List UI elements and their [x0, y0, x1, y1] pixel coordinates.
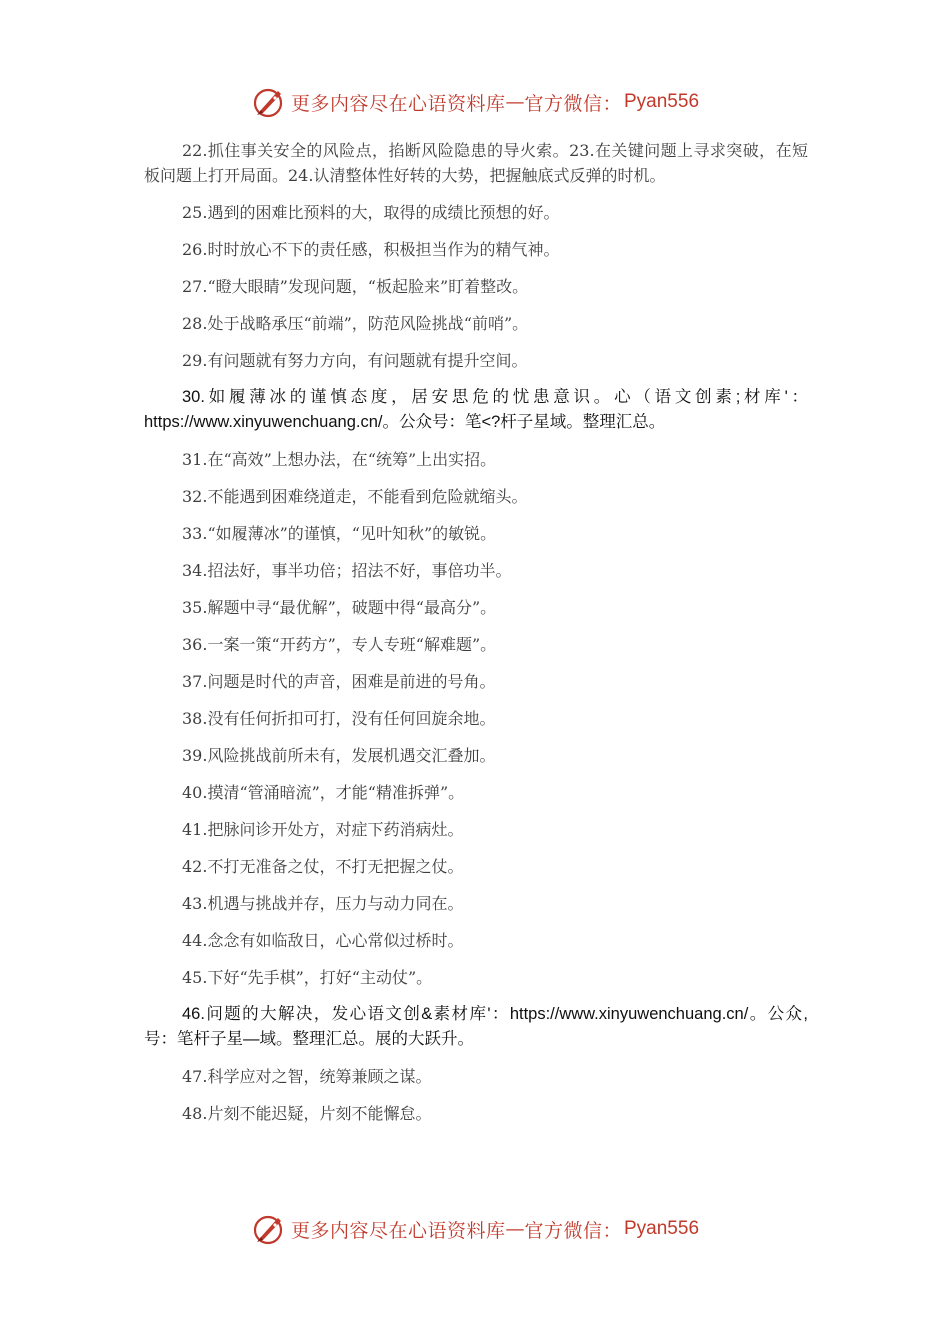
paragraph-38: 38.没有任何折扣可打，没有任何回旋余地。: [182, 709, 496, 728]
paragraph-34: 34.招法好，事半功倍；招法不好，事倍功半。: [182, 561, 512, 580]
banner-separator: —: [505, 1218, 525, 1240]
quill-pen-logo-icon: [251, 84, 287, 120]
paragraph-42: 42.不打无准备之仗，不打无把握之仗。: [182, 857, 464, 876]
paragraph-31: 31.在“高效”上想办法，在“统筹”上出实招。: [182, 450, 497, 469]
banner-wechat-label: 官方微信：: [524, 92, 622, 115]
banner-separator: —: [505, 91, 525, 113]
paragraph-30: 30.如履薄冰的谨慎态度，居安思危的忧患意识。心（语文创素;材库'：https://www.xinyuwenchuang.cn/。公众号：笔<?杆子星域。整理汇总。: [144, 388, 808, 431]
paragraph-37: 37.问题是时代的声音，困难是前进的号角。: [182, 672, 496, 691]
document-body: [144, 138, 808, 1138]
paragraph-26: 26.时时放心不下的责任感，积极担当作为的精气神。: [182, 240, 560, 259]
paragraph-35: 35.解题中寻“最优解”，破题中得“最高分”。: [182, 598, 497, 617]
banner-wechat-id: Pyan556: [624, 91, 700, 112]
paragraph-41: 41.把脉问诊开处方，对症下药消病灶。: [182, 820, 464, 839]
paragraph-46: 46.问题的大解决，发心语文创&素材库'：https://www.xinyuwenchuang.cn/。公众,号：笔杆子星—域。整理汇总。展的大跃升。: [144, 1005, 808, 1048]
paragraph-25: 25.遇到的困难比预料的大，取得的成绩比预想的好。: [182, 203, 560, 222]
paragraph-45: 45.下好“先手棋”，打好“主动仗”。: [182, 968, 433, 987]
paragraph-47: 47.科学应对之智，统筹兼顾之谋。: [182, 1067, 432, 1086]
paragraph-48: 48.片刻不能迟疑，片刻不能懈怠。: [182, 1104, 432, 1123]
paragraph-44: 44.念念有如临敌日，心心常似过桥时。: [182, 931, 464, 950]
banner-wechat-id: Pyan556: [624, 1218, 700, 1239]
paragraph-40: 40.摸清“管涌暗流”，才能“精准拆弹”。: [182, 783, 465, 802]
quill-pen-logo-icon: [251, 1211, 287, 1247]
paragraph-32: 32.不能遇到困难绕道走，不能看到危险就缩头。: [182, 487, 528, 506]
header-banner: [0, 80, 950, 124]
banner-slogan: 更多内容尽在心语资料库: [290, 1219, 506, 1242]
paragraph-22-24: 22.抓住事关安全的风险点，掐断风险隐患的导火索。23.在关键问题上寻求突破，在短板问题上打开局面。24.认清整体性好转的大势，把握触底式反弹的时机。: [144, 141, 808, 185]
paragraph-36: 36.一案一策“开药方”，专人专班“解难题”。: [182, 635, 497, 654]
banner-wechat-label: 官方微信：: [524, 1219, 622, 1242]
paragraph-27: 27.“瞪大眼睛”发现问题，“板起脸来”盯着整改。: [182, 277, 529, 296]
paragraph-43: 43.机遇与挑战并存，压力与动力同在。: [182, 894, 464, 913]
footer-banner: [0, 1207, 950, 1251]
banner-slogan: 更多内容尽在心语资料库: [290, 92, 506, 115]
paragraph-33: 33.“如履薄冰”的谨慎，“见叶知秋”的敏锐。: [182, 524, 497, 543]
paragraph-28: 28.处于战略承压“前端”，防范风险挑战“前哨”。: [182, 314, 529, 333]
paragraph-29: 29.有问题就有努力方向，有问题就有提升空间。: [182, 351, 528, 370]
paragraph-39: 39.风险挑战前所未有，发展机遇交汇叠加。: [182, 746, 496, 765]
